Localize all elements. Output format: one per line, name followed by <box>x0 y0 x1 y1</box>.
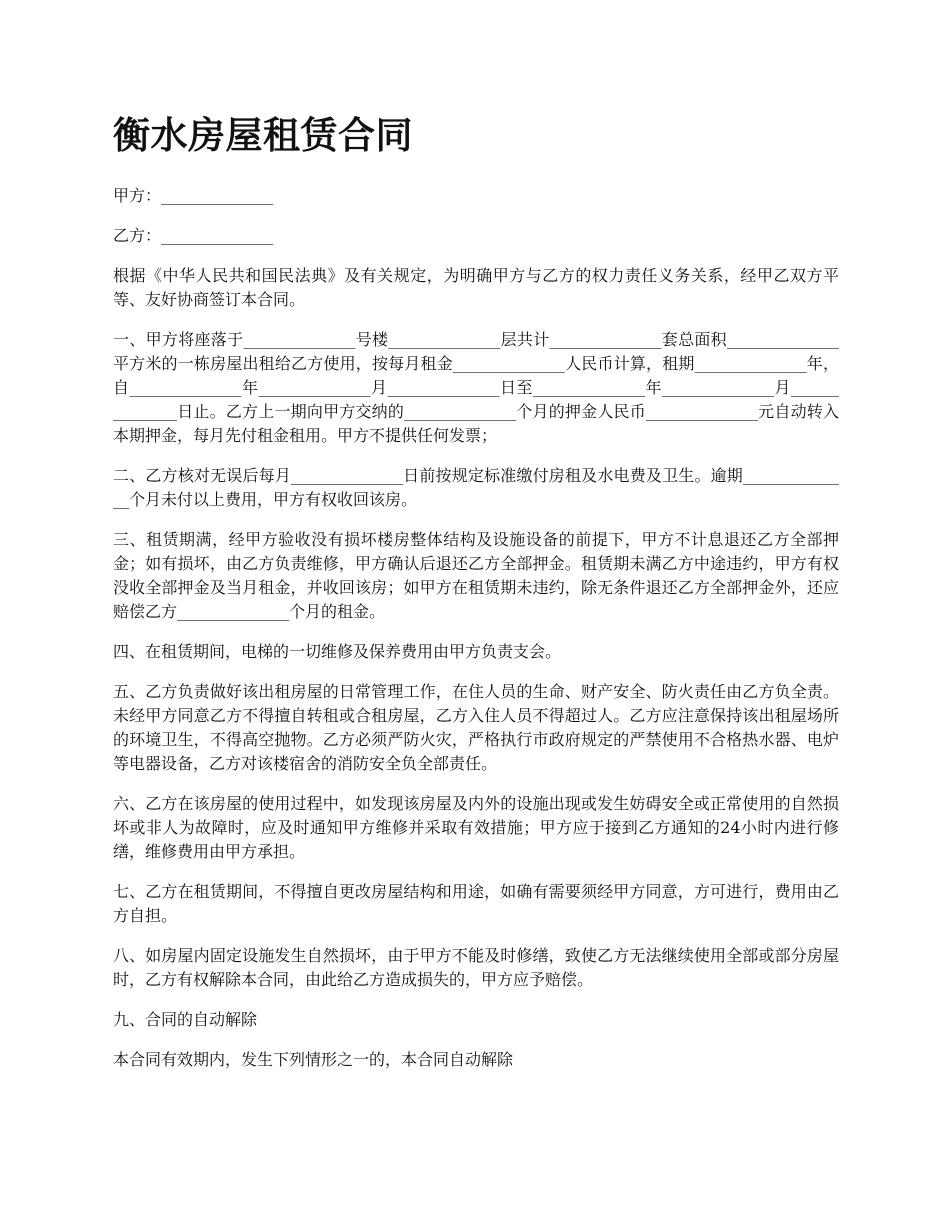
clause-4-paragraph: 四、在租赁期间，电梯的一切维修及保养费用由甲方负责支会。 <box>113 642 562 661</box>
clause-7-paragraph: 七、乙方在租赁期间，不得擅自更改房屋结构和用途，如确有需要须经甲方同意，方可进行，费用由乙方自担。 <box>113 882 839 925</box>
clause-1-paragraph: 一、甲方将座落于______________号楼______________层共计______________套总面积______________平方米的一栋房屋出租给乙方使用，按每月租金______________人民币计算，租期______________年，自______________年______________月______________日至______________年______________月______________日止。乙方上一期向甲方交纳的______________个月的押金人民币______________元自动转入本期押金，每月先付租金租用。甲方不提供任何发票； <box>113 330 839 445</box>
clause-5-paragraph: 五、乙方负责做好该出租房屋的日常管理工作，在住人员的生命、财产安全、防火责任由乙方负全责。未经甲方同意乙方不得擅自转租或合租房屋，乙方入住人员不得超过人。乙方应注意保持该出租屋场所的环境卫生，不得高空抛物。乙方必须严防火灾，严格执行市政府规定的严禁使用不合格热水器、电炉等电器设备，乙方对该楼宿舍的消防安全负全部责任。 <box>113 682 839 773</box>
clause-9-intro-paragraph: 本合同有效期内，发生下列情形之一的，本合同自动解除 <box>113 1050 514 1069</box>
clause-3-paragraph: 三、租赁期满，经甲方验收没有损坏楼房整体结构及设施设备的前提下，甲方不计息退还乙方全部押金；如有损坏，由乙方负责维修，甲方确认后退还乙方全部押金。租赁期未满乙方中途违约，甲方有权没收全部押金及当月租金，并收回该房；如甲方在租赁期未违约，除无条件退还乙方全部押金外，还应赔偿乙方______________个月的租金。 <box>113 530 839 621</box>
clause-9-heading: 九、合同的自动解除 <box>113 1010 258 1029</box>
party-b-line: 乙方：______________ <box>113 226 274 245</box>
clause-2-paragraph: 二、乙方核对无误后每月______________日前按规定标准缴付房租及水电费及卫生。逾期______________个月未付以上费用，甲方有权收回该房。 <box>113 466 839 509</box>
clause-8-paragraph: 八、如房屋内固定设施发生自然损坏，由于甲方不能及时修缮，致使乙方无法继续使用全部或部分房屋时，乙方有权解除本合同，由此给乙方造成损失的，甲方应予赔偿。 <box>113 946 839 989</box>
preamble-paragraph: 根据《中华人民共和国民法典》及有关规定，为明确甲方与乙方的权力责任义务关系，经甲乙双方平等、友好协商签订本合同。 <box>113 266 839 309</box>
clause-6-paragraph: 六、乙方在该房屋的使用过程中，如发现该房屋及内外的设施出现或发生妨碍安全或正常使用的自然损坏或非人为故障时，应及时通知甲方维修并采取有效措施；甲方应于接到乙方通知的24小时内进行修缮，维修费用由甲方承担。 <box>113 794 839 861</box>
document-title: 衡水房屋租赁合同 <box>113 114 413 157</box>
document-page <box>113 112 839 1088</box>
party-a-line: 甲方：______________ <box>113 186 274 205</box>
